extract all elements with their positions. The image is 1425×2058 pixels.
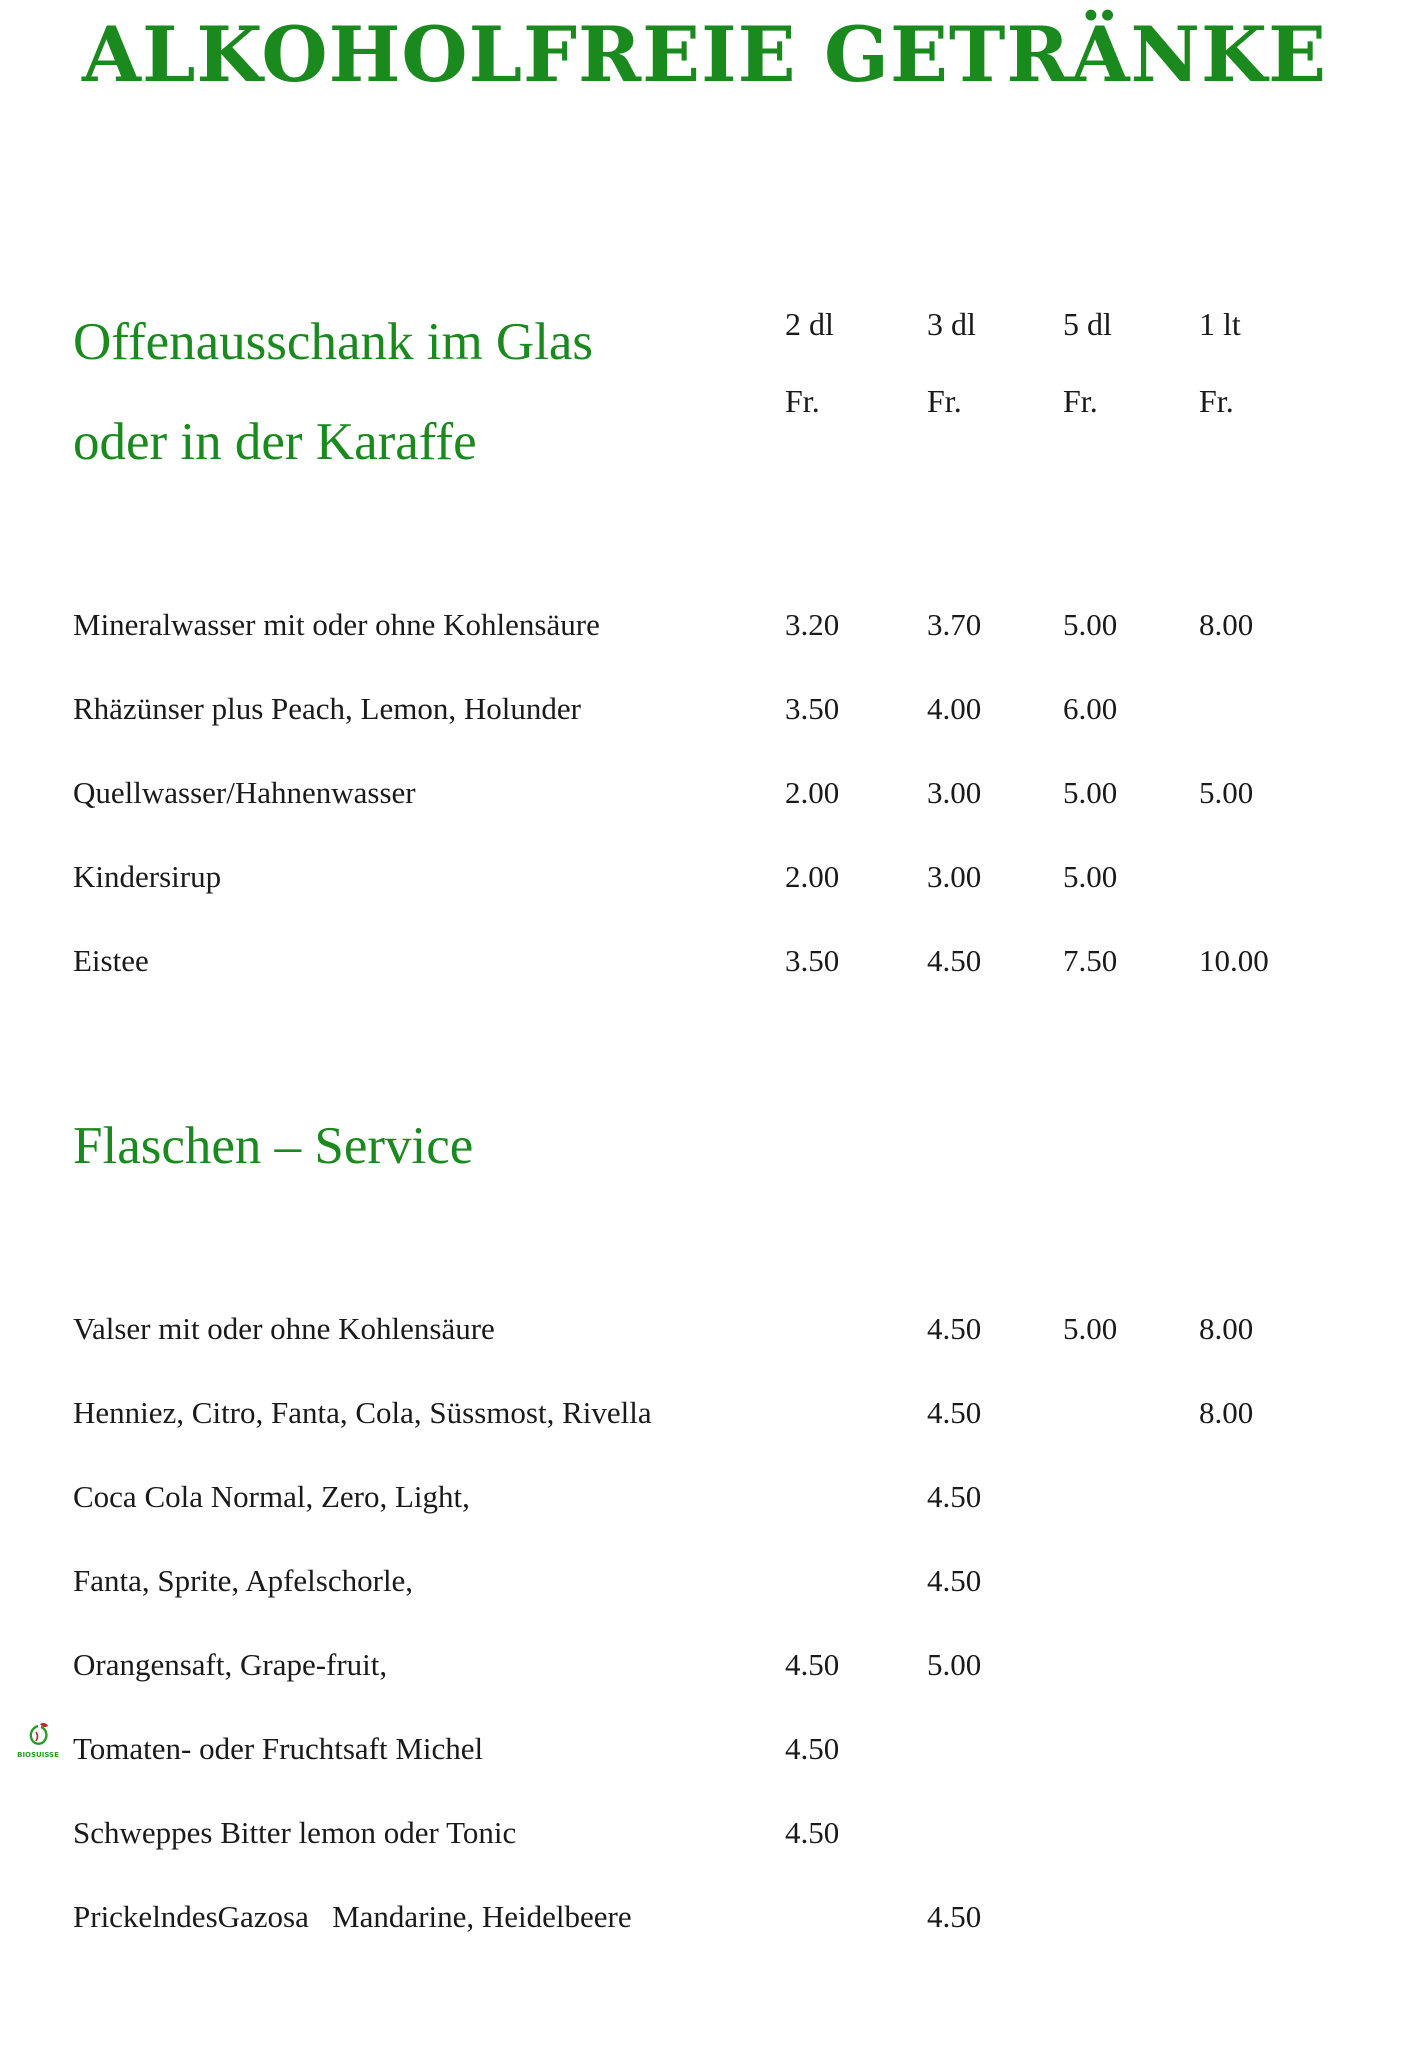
list-item — [0, 772, 1425, 814]
list-item — [0, 604, 1425, 646]
item-name: Schweppes Bitter lemon oder Tonic — [73, 1815, 517, 1850]
item-name: Valser mit oder ohne Kohlensäure — [73, 1311, 495, 1346]
price-2dl: 4.50 — [785, 1815, 840, 1850]
currency-header: Fr. — [927, 383, 962, 419]
page-title: ALKOHOLFREIE GETRÄNKE — [81, 10, 1327, 99]
list-item — [0, 1728, 1425, 1770]
section-title-bottle: Flaschen – Service — [73, 1117, 474, 1175]
price-3dl: 4.50 — [927, 1395, 982, 1430]
price-2dl: 4.50 — [785, 1731, 840, 1766]
price-3dl: 4.50 — [927, 1311, 982, 1346]
item-name: Henniez, Citro, Fanta, Cola, Süssmost, Rivella — [73, 1395, 652, 1430]
price-2dl: 2.00 — [785, 775, 840, 810]
list-item — [0, 1896, 1425, 1938]
item-name: Quellwasser/Hahnenwasser — [73, 775, 416, 810]
list-item — [0, 856, 1425, 898]
price-2dl: 3.50 — [785, 943, 840, 978]
price-3dl: 3.70 — [927, 607, 982, 642]
list-item — [0, 940, 1425, 982]
list-item — [0, 1644, 1425, 1686]
bio-suisse-logo-icon — [16, 1722, 60, 1760]
list-item — [0, 1476, 1425, 1518]
item-name: Tomaten- oder Fruchtsaft Michel — [73, 1731, 484, 1766]
price-3dl: 5.00 — [927, 1647, 982, 1682]
price-1lt: 8.00 — [1199, 1395, 1254, 1430]
item-name: Orangensaft, Grape-fruit, — [73, 1647, 388, 1682]
price-3dl: 3.00 — [927, 859, 982, 894]
price-5dl: 5.00 — [1063, 859, 1118, 894]
price-3dl: 4.00 — [927, 691, 982, 726]
price-5dl: 5.00 — [1063, 607, 1118, 642]
item-name: Mineralwasser mit oder ohne Kohlensäure — [73, 607, 600, 642]
item-name: Rhäzünser plus Peach, Lemon, Holunder — [73, 691, 581, 726]
price-1lt: 8.00 — [1199, 1311, 1254, 1346]
list-item — [0, 1560, 1425, 1602]
section-title-open-line2: oder in der Karaffe — [73, 413, 477, 471]
price-1lt: 10.00 — [1199, 943, 1269, 978]
price-3dl: 3.00 — [927, 775, 982, 810]
price-1lt: 5.00 — [1199, 775, 1254, 810]
size-header-1lt: 1 lt — [1199, 306, 1241, 342]
item-name: Fanta, Sprite, Apfelschorle, — [73, 1563, 414, 1598]
currency-header: Fr. — [1199, 383, 1234, 419]
size-header-5dl: 5 dl — [1063, 306, 1112, 342]
price-5dl: 5.00 — [1063, 1311, 1118, 1346]
price-5dl: 5.00 — [1063, 775, 1118, 810]
price-1lt: 8.00 — [1199, 607, 1254, 642]
list-item — [0, 1392, 1425, 1434]
price-5dl: 7.50 — [1063, 943, 1118, 978]
logo-wordmark: BIOSUISSE — [17, 1751, 59, 1759]
price-3dl: 4.50 — [927, 1899, 982, 1934]
item-name: Kindersirup — [73, 859, 222, 894]
item-name: Eistee — [73, 943, 149, 978]
price-2dl: 2.00 — [785, 859, 840, 894]
item-name: PrickelndesGazosa Mandarine, Heidelbeere — [73, 1899, 632, 1934]
price-3dl: 4.50 — [927, 1479, 982, 1514]
list-item — [0, 688, 1425, 730]
list-item — [0, 1812, 1425, 1854]
size-header-3dl: 3 dl — [927, 306, 976, 342]
price-2dl: 3.50 — [785, 691, 840, 726]
section-title-open-line1: Offenausschank im Glas — [73, 313, 594, 371]
price-2dl: 3.20 — [785, 607, 840, 642]
list-item — [0, 1308, 1425, 1350]
item-name: Coca Cola Normal, Zero, Light, — [73, 1479, 470, 1514]
price-2dl: 4.50 — [785, 1647, 840, 1682]
price-3dl: 4.50 — [927, 1563, 982, 1598]
price-5dl: 6.00 — [1063, 691, 1118, 726]
currency-header: Fr. — [1063, 383, 1098, 419]
size-header-2dl: 2 dl — [785, 306, 834, 342]
price-3dl: 4.50 — [927, 943, 982, 978]
currency-header: Fr. — [785, 383, 820, 419]
